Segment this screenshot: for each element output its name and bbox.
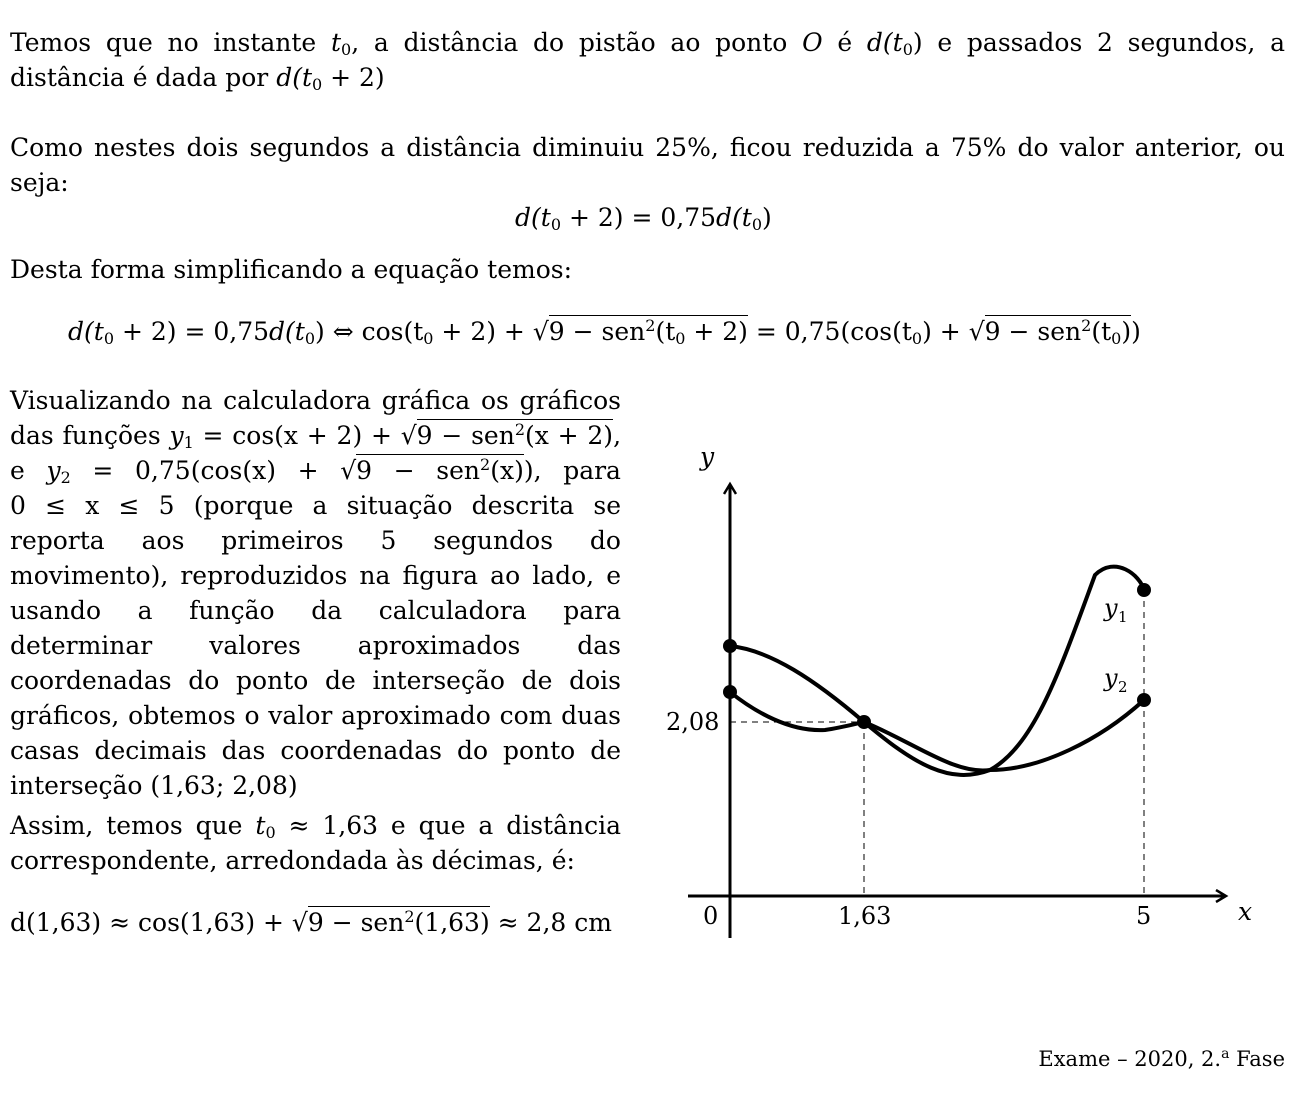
calculator-paragraph: Visualizando na calculadora gráfica os gráficos das funções $y_1 = \cos(x + 2) + √9 - sen^2(x + 2)$, e $y_2 = 0,75(\cos(x) + √9 - sen^2(x))$, para 0 ≤ x ≤ 5 (porque a situação descrita se reporta aos primeiros 5 segundos do movimento), reproduzidos na figura ao lado, e usando a função da calculadora para determinar valores aproximados das coordenadas do ponto de interseção de dois gráficos, obtemos o valor aproximado com duas casas decimais das coordenadas do ponto de interseção (1,63; 2,08) (10, 386, 622, 800)
equation-1: $d(t_0 + 2) = 0,75d(t_0)$ (515, 203, 772, 234)
equation-2: $d(t_0 + 2) = 0,75d(t_0)$ ⇔ $\cos(t_0 + 2) + √9 - sen^2(t_0 + 2) = 0,75(\cos(t_0) + √9 - sen^2(t_0))$ (68, 316, 1141, 348)
x-axis-label: x (1238, 897, 1253, 926)
svg-text:y: y (1104, 664, 1118, 692)
svg-text:1: 1 (1118, 608, 1128, 626)
x-tick-163: 1,63 (838, 902, 892, 930)
intro-paragraph: Temos que no instante $t_0$, a distância do pistão ao ponto O é $d(t_0)$ e passados 2 segundos, a distância é dada por $d(t_0 + 2)$ (10, 28, 1285, 94)
conclusion-paragraph: Assim, temos que $t_0 \approx 1,63$ e que a distância correspondente, arredondada às décimas, é: (10, 811, 621, 875)
y-tick-208: 2,08 (666, 708, 720, 736)
function-graph (640, 430, 1270, 950)
simplify-paragraph: Desta forma simplificando a equação temos: (10, 255, 572, 284)
curve-y2 (730, 692, 1144, 771)
point-y1-start (723, 639, 737, 653)
y-axis-label: y (700, 442, 715, 471)
svg-text:2: 2 (1118, 678, 1128, 696)
svg-text:y: y (1104, 594, 1118, 622)
reduction-paragraph: Como nestes dois segundos a distância diminuiu 25%, ficou reduzida a 75% do valor anterior, ou seja: (10, 133, 1285, 197)
exam-source: Exame – 2020, 2.$^a$ Fase (1038, 1046, 1285, 1071)
point-y2-end (1137, 693, 1151, 707)
origin-label: 0 (703, 902, 719, 930)
point-intersection (857, 715, 871, 729)
point-y2-start (723, 685, 737, 699)
equation-3: d(1,63) ≈ cos(1,63) + √9 − sen$^2$(1,63) ≈ 2,8 cm (10, 907, 612, 937)
point-y1-end (1137, 583, 1151, 597)
label-y2 (1103, 664, 1128, 696)
label-y1 (1103, 594, 1128, 626)
x-tick-5: 5 (1136, 902, 1152, 930)
